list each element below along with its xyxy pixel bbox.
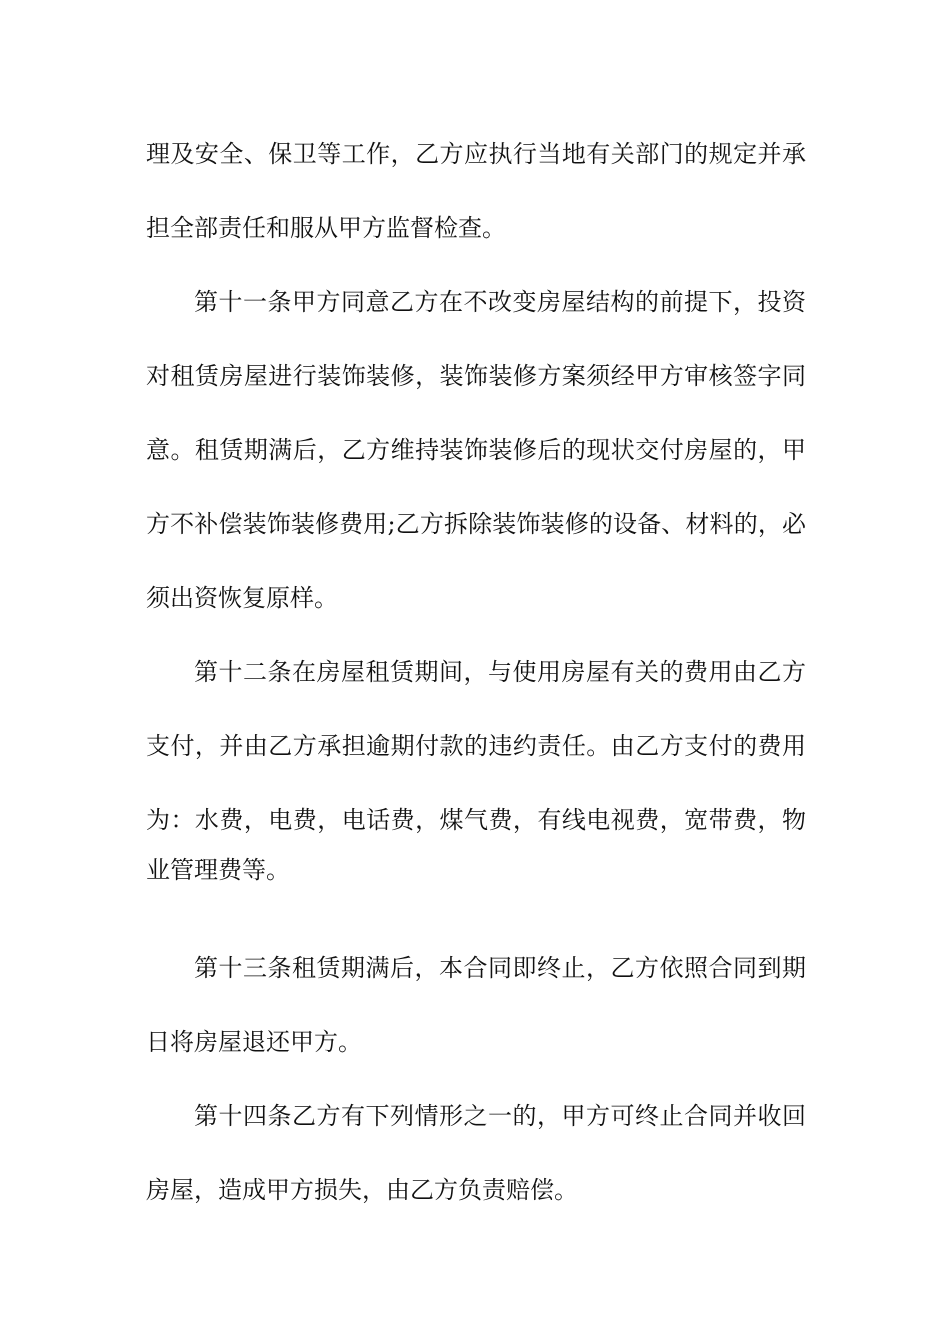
text-line: 业管理费等。: [146, 856, 290, 884]
text-line: 为：水费，电费，电话费，煤气费，有线电视费，宽带费，物: [146, 806, 806, 834]
paragraph-start-line: 第十一条甲方同意乙方在不改变房屋结构的前提下，投资: [194, 288, 806, 316]
text-line: 须出资恢复原样。: [146, 584, 338, 612]
text-line: 对租赁房屋进行装饰装修，装饰装修方案须经甲方审核签字同: [146, 362, 806, 390]
paragraph-start-line: 第十四条乙方有下列情形之一的，甲方可终止合同并收回: [194, 1102, 806, 1130]
paragraph-start-line: 第十二条在房屋租赁期间，与使用房屋有关的费用由乙方: [194, 658, 806, 686]
text-line: 房屋，造成甲方损失，由乙方负责赔偿。: [146, 1176, 578, 1204]
text-line: 方不补偿装饰装修费用;乙方拆除装饰装修的设备、材料的，必: [146, 510, 806, 538]
text-line: 理及安全、保卫等工作，乙方应执行当地有关部门的规定并承: [146, 140, 806, 168]
text-line: 日将房屋退还甲方。: [146, 1028, 362, 1056]
text-line: 担全部责任和服从甲方监督检查。: [146, 214, 506, 242]
text-line: 支付，并由乙方承担逾期付款的违约责任。由乙方支付的费用: [146, 732, 806, 760]
paragraph-start-line: 第十三条租赁期满后，本合同即终止，乙方依照合同到期: [194, 954, 806, 982]
text-line: 意。租赁期满后，乙方维持装饰装修后的现状交付房屋的，甲: [146, 436, 806, 464]
